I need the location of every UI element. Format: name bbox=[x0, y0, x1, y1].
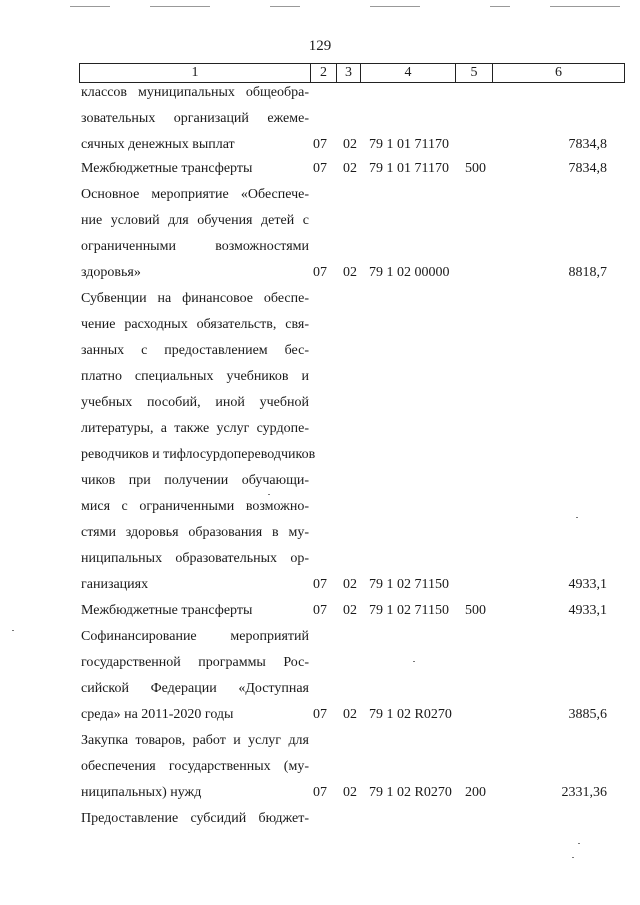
row-amount: 8818,7 bbox=[568, 265, 607, 280]
scan-speck bbox=[578, 843, 580, 844]
row-description-line: Закупка товаров, работ и услуг для bbox=[81, 733, 309, 748]
row-subsection-code: 02 bbox=[343, 603, 357, 618]
row-expense-type: 500 bbox=[465, 161, 486, 176]
row-expense-type: 200 bbox=[465, 785, 486, 800]
column-header-5: 5 bbox=[456, 64, 493, 83]
row-description-line: занных с предоставлением бес- bbox=[81, 343, 309, 358]
row-amount: 2331,36 bbox=[561, 785, 607, 800]
row-description-line: классов муниципальных общеобра- bbox=[81, 85, 309, 100]
row-target-code: 79 1 02 71150 bbox=[369, 577, 449, 592]
row-description-line: Субвенции на финансовое обеспе- bbox=[81, 291, 309, 306]
scan-speck bbox=[576, 517, 578, 518]
row-section-code: 07 bbox=[313, 707, 327, 722]
row-amount: 4933,1 bbox=[568, 577, 607, 592]
scan-artifact-top bbox=[70, 4, 630, 10]
scan-speck bbox=[268, 494, 270, 495]
column-header-3: 3 bbox=[337, 64, 361, 83]
row-description-line: ние условий для обучения детей с bbox=[81, 213, 309, 228]
row-description-line: Основное мероприятие «Обеспече- bbox=[81, 187, 309, 202]
row-description-line: ниципальных) нужд bbox=[81, 785, 202, 800]
row-subsection-code: 02 bbox=[343, 577, 357, 592]
row-amount: 7834,8 bbox=[568, 161, 607, 176]
row-description-line: литературы, а также услуг сурдопе- bbox=[81, 421, 309, 436]
row-description-line: мися с ограниченными возможно- bbox=[81, 499, 309, 514]
row-description-line: стями здоровья образования в му- bbox=[81, 525, 309, 540]
row-target-code: 79 1 01 71170 bbox=[369, 161, 449, 176]
row-subsection-code: 02 bbox=[343, 707, 357, 722]
row-description-line: среда» на 2011-2020 годы bbox=[81, 707, 234, 722]
row-description-line: Предоставление субсидий бюджет- bbox=[81, 811, 309, 826]
row-amount: 7834,8 bbox=[568, 137, 607, 152]
column-header-6: 6 bbox=[493, 64, 625, 83]
scan-speck bbox=[572, 857, 574, 858]
row-description-line: зовательных организаций ежеме- bbox=[81, 111, 309, 126]
scan-speck bbox=[12, 630, 14, 631]
row-amount: 4933,1 bbox=[568, 603, 607, 618]
row-description-line: ниципальных образовательных ор- bbox=[81, 551, 309, 566]
scan-speck bbox=[413, 661, 415, 662]
row-description-line: Межбюджетные трансферты bbox=[81, 161, 253, 176]
row-target-code: 79 1 02 R0270 bbox=[369, 707, 452, 722]
row-description-line: Софинансирование мероприятий bbox=[81, 629, 309, 644]
row-subsection-code: 02 bbox=[343, 161, 357, 176]
row-section-code: 07 bbox=[313, 785, 327, 800]
row-subsection-code: 02 bbox=[343, 785, 357, 800]
row-description-line: чиков при получении обучающи- bbox=[81, 473, 309, 488]
row-target-code: 79 1 02 00000 bbox=[369, 265, 450, 280]
column-header-2: 2 bbox=[311, 64, 337, 83]
row-target-code: 79 1 02 R0270 bbox=[369, 785, 452, 800]
row-amount: 3885,6 bbox=[568, 707, 607, 722]
row-section-code: 07 bbox=[313, 577, 327, 592]
page-number: 129 bbox=[308, 38, 332, 54]
row-section-code: 07 bbox=[313, 265, 327, 280]
row-expense-type: 500 bbox=[465, 603, 486, 618]
row-section-code: 07 bbox=[313, 137, 327, 152]
column-header-4: 4 bbox=[361, 64, 456, 83]
row-subsection-code: 02 bbox=[343, 265, 357, 280]
row-target-code: 79 1 01 71170 bbox=[369, 137, 449, 152]
column-header-1: 1 bbox=[80, 64, 311, 83]
row-description-line: ограниченными возможностями bbox=[81, 239, 309, 254]
row-description-line: государственной программы Рос- bbox=[81, 655, 309, 670]
row-description-line: чение расходных обязательств, свя- bbox=[81, 317, 309, 332]
row-description-line: Межбюджетные трансферты bbox=[81, 603, 253, 618]
row-description-line: ганизациях bbox=[81, 577, 149, 592]
row-description-line: реводчиков и тифлосурдопереводчиков bbox=[81, 447, 316, 462]
row-description-line: платно специальных учебников и bbox=[81, 369, 309, 384]
row-description-line: обеспечения государственных (му- bbox=[81, 759, 309, 774]
row-section-code: 07 bbox=[313, 161, 327, 176]
row-section-code: 07 bbox=[313, 603, 327, 618]
row-description-line: сячных денежных выплат bbox=[81, 137, 235, 152]
row-description-line: учебных пособий, иной учебной bbox=[81, 395, 309, 410]
row-description-line: здоровья» bbox=[81, 265, 141, 280]
row-description-line: сийской Федерации «Доступная bbox=[81, 681, 309, 696]
row-subsection-code: 02 bbox=[343, 137, 357, 152]
row-target-code: 79 1 02 71150 bbox=[369, 603, 449, 618]
